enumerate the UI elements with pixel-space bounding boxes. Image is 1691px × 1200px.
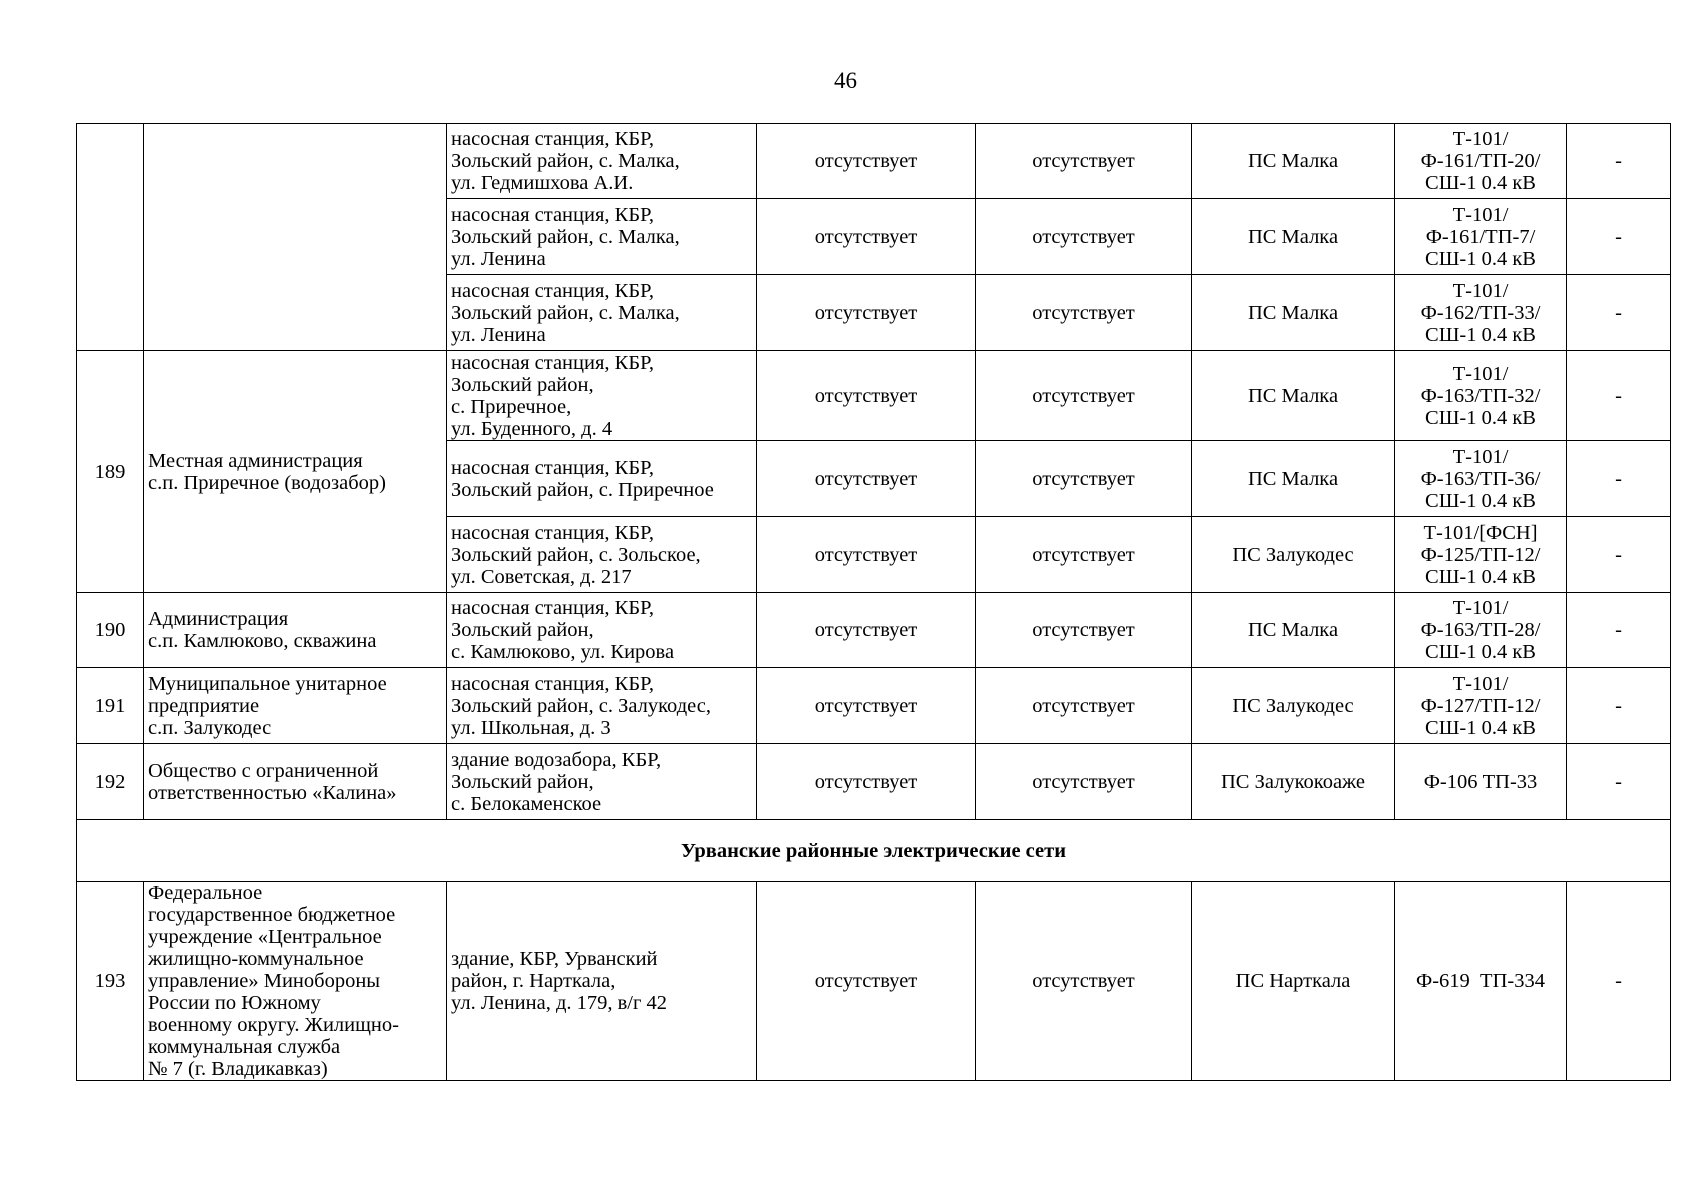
- section-title: Урванские районные электрические сети: [77, 820, 1671, 882]
- status-cell-1: отсутствует: [757, 124, 976, 199]
- feeder-cell: Т-101/ Ф-163/ТП-36/ СШ-1 0.4 кВ: [1395, 441, 1567, 517]
- row-number-cell: 190: [77, 593, 144, 668]
- section-header-row: [77, 820, 1671, 882]
- feeder-cell: Т-101/ Ф-127/ТП-12/ СШ-1 0.4 кВ: [1395, 668, 1567, 744]
- row-number-cell: 192: [77, 744, 144, 820]
- substation-cell: ПС Залукодес: [1192, 517, 1395, 593]
- status-cell-2: отсутствует: [976, 882, 1192, 1081]
- address-cell: насосная станция, КБР, Зольский район, с. Залукодес, ул. Школьная, д. 3: [447, 668, 757, 744]
- feeder-cell: Т-101/ Ф-163/ТП-28/ СШ-1 0.4 кВ: [1395, 593, 1567, 668]
- last-cell: -: [1567, 517, 1671, 593]
- address-cell: насосная станция, КБР, Зольский район, с. Приречное: [447, 441, 757, 517]
- table-row: [77, 593, 1671, 668]
- table-row: [77, 744, 1671, 820]
- status-cell-1: отсутствует: [757, 275, 976, 351]
- row-number-cell: [77, 124, 144, 351]
- address-cell: насосная станция, КБР, Зольский район, с. Зольское, ул. Советская, д. 217: [447, 517, 757, 593]
- substation-cell: ПС Малка: [1192, 351, 1395, 441]
- feeder-cell: Т-101/ Ф-161/ТП-7/ СШ-1 0.4 кВ: [1395, 199, 1567, 275]
- substation-cell: ПС Залукодес: [1192, 668, 1395, 744]
- last-cell: -: [1567, 275, 1671, 351]
- status-cell-2: отсутствует: [976, 124, 1192, 199]
- last-cell: -: [1567, 668, 1671, 744]
- data-table: [76, 123, 1671, 1081]
- organization-cell: Муниципальное унитарное предприятие с.п. Залукодес: [144, 668, 447, 744]
- status-cell-2: отсутствует: [976, 199, 1192, 275]
- table-row: [77, 668, 1671, 744]
- table-row: [77, 124, 1671, 199]
- table-row: [77, 882, 1671, 1081]
- status-cell-1: отсутствует: [757, 593, 976, 668]
- last-cell: -: [1567, 593, 1671, 668]
- organization-cell: Федеральное государственное бюджетное учреждение «Центральное жилищно-коммунальное управление» Минобороны России по Южному военному округу. Жилищно- коммунальная служба № 7 (г. Владикавказ): [144, 882, 447, 1081]
- status-cell-2: отсутствует: [976, 441, 1192, 517]
- status-cell-1: отсутствует: [757, 668, 976, 744]
- status-cell-1: отсутствует: [757, 882, 976, 1081]
- status-cell-2: отсутствует: [976, 275, 1192, 351]
- address-cell: здание, КБР, Урванский район, г. Нарткала, ул. Ленина, д. 179, в/г 42: [447, 882, 757, 1081]
- organization-cell: [144, 124, 447, 351]
- substation-cell: ПС Нарткала: [1192, 882, 1395, 1081]
- substation-cell: ПС Малка: [1192, 593, 1395, 668]
- substation-cell: ПС Малка: [1192, 275, 1395, 351]
- substation-cell: ПС Малка: [1192, 441, 1395, 517]
- last-cell: -: [1567, 351, 1671, 441]
- status-cell-2: отсутствует: [976, 517, 1192, 593]
- status-cell-1: отсутствует: [757, 517, 976, 593]
- feeder-cell: Т-101/[ФСН] Ф-125/ТП-12/ СШ-1 0.4 кВ: [1395, 517, 1567, 593]
- address-cell: насосная станция, КБР, Зольский район, с. Малка, ул. Ленина: [447, 199, 757, 275]
- feeder-cell: Т-101/ Ф-162/ТП-33/ СШ-1 0.4 кВ: [1395, 275, 1567, 351]
- substation-cell: ПС Малка: [1192, 199, 1395, 275]
- row-number-cell: 193: [77, 882, 144, 1081]
- substation-cell: ПС Залукокоаже: [1192, 744, 1395, 820]
- last-cell: -: [1567, 744, 1671, 820]
- status-cell-1: отсутствует: [757, 199, 976, 275]
- feeder-cell: Т-101/ Ф-163/ТП-32/ СШ-1 0.4 кВ: [1395, 351, 1567, 441]
- status-cell-2: отсутствует: [976, 593, 1192, 668]
- address-cell: здание водозабора, КБР, Зольский район, с. Белокаменское: [447, 744, 757, 820]
- last-cell: -: [1567, 199, 1671, 275]
- row-number-cell: 189: [77, 351, 144, 593]
- last-cell: -: [1567, 124, 1671, 199]
- address-cell: насосная станция, КБР, Зольский район, с. Малка, ул. Ленина: [447, 275, 757, 351]
- page-number: 46: [834, 68, 857, 93]
- status-cell-1: отсутствует: [757, 441, 976, 517]
- organization-cell: Администрация с.п. Камлюково, скважина: [144, 593, 447, 668]
- status-cell-2: отсутствует: [976, 351, 1192, 441]
- feeder-cell: Ф-619 ТП-334: [1395, 882, 1567, 1081]
- last-cell: -: [1567, 441, 1671, 517]
- substation-cell: ПС Малка: [1192, 124, 1395, 199]
- last-cell: -: [1567, 882, 1671, 1081]
- status-cell-1: отсутствует: [757, 744, 976, 820]
- status-cell-2: отсутствует: [976, 668, 1192, 744]
- address-cell: насосная станция, КБР, Зольский район, с. Камлюково, ул. Кирова: [447, 593, 757, 668]
- row-number-cell: 191: [77, 668, 144, 744]
- table-row: [77, 351, 1671, 441]
- status-cell-2: отсутствует: [976, 744, 1192, 820]
- feeder-cell: Ф-106 ТП-33: [1395, 744, 1567, 820]
- organization-cell: Общество с ограниченной ответственностью «Калина»: [144, 744, 447, 820]
- organization-cell: Местная администрация с.п. Приречное (водозабор): [144, 351, 447, 593]
- status-cell-1: отсутствует: [757, 351, 976, 441]
- feeder-cell: Т-101/ Ф-161/ТП-20/ СШ-1 0.4 кВ: [1395, 124, 1567, 199]
- address-cell: насосная станция, КБР, Зольский район, с. Малка, ул. Гедмишхова А.И.: [447, 124, 757, 199]
- address-cell: насосная станция, КБР, Зольский район, с. Приречное, ул. Буденного, д. 4: [447, 351, 757, 441]
